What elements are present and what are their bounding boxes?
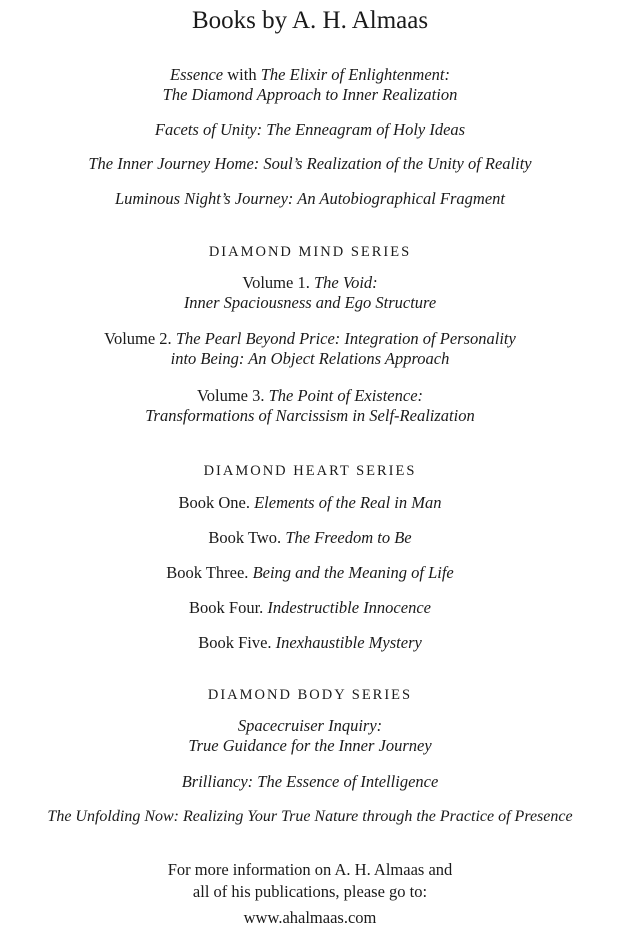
book-title-italic: The Unfolding Now: Realizing Your True Nature through the Practice of Presence xyxy=(47,808,573,825)
book-title-line xyxy=(0,120,620,140)
book-title-italic: Elements of the Real in Man xyxy=(254,493,442,512)
book-title-italic: Indestructible Innocence xyxy=(267,598,431,617)
book-title-line xyxy=(0,563,620,583)
book-title-roman: Book One. xyxy=(178,493,255,512)
book-entry-luminous-nights-journey xyxy=(0,189,620,209)
book-entry-book-four xyxy=(0,598,620,618)
book-entry-brilliancy xyxy=(0,772,620,792)
book-title-line xyxy=(0,772,620,792)
book-title-line xyxy=(0,807,620,827)
book-title-line xyxy=(0,189,620,209)
series-heading-diamond-heart: DIAMOND HEART SERIES xyxy=(203,463,417,479)
book-title-italic: Brilliancy: The Essence of Intelligence xyxy=(181,772,439,791)
book-title-line xyxy=(0,329,620,349)
book-title-roman: Book Four. xyxy=(189,598,268,617)
footer-line-2: all of his publications, please go to: xyxy=(192,882,428,901)
book-title-italic: Inner Spaciousness and Ego Structure xyxy=(183,293,437,312)
book-title-italic: Being and the Meaning of Life xyxy=(252,563,454,582)
book-title-line xyxy=(0,493,620,513)
book-entry-volume-3 xyxy=(0,386,620,426)
book-title-line xyxy=(0,716,620,736)
book-entry-facets-of-unity xyxy=(0,120,620,140)
book-title-roman: with xyxy=(223,65,261,84)
book-title-italic: True Guidance for the Inner Journey xyxy=(188,736,432,755)
book-title-line xyxy=(0,349,620,369)
book-title-italic: The Diamond Approach to Inner Realization xyxy=(162,85,458,104)
book-title-roman: Book Five. xyxy=(198,633,276,652)
book-title-italic: Inexhaustible Mystery xyxy=(275,633,422,652)
book-entry-inner-journey-home xyxy=(0,154,620,174)
book-title-italic: Transformations of Narcissism in Self-Realization xyxy=(145,406,475,425)
book-title-line xyxy=(0,598,620,618)
book-title-italic: Essence xyxy=(169,65,224,84)
book-title-line xyxy=(0,528,620,548)
website-link[interactable]: www.ahalmaas.com xyxy=(243,908,377,927)
book-entry-volume-2 xyxy=(0,329,620,369)
book-title-italic: The Inner Journey Home: Soul’s Realization of the Unity of Reality xyxy=(88,154,532,173)
book-title-italic: The Elixir of Enlightenment: xyxy=(260,65,450,84)
book-title-roman: Book Three. xyxy=(166,563,253,582)
book-title-italic: The Void: xyxy=(313,273,378,292)
book-title-italic: into Being: An Object Relations Approach xyxy=(170,349,450,368)
footer-line-1: For more information on A. H. Almaas and xyxy=(167,860,453,879)
book-title-line xyxy=(0,293,620,313)
book-title-line xyxy=(0,736,620,756)
book-title-italic: Facets of Unity: The Enneagram of Holy Ideas xyxy=(154,120,466,139)
book-title-line xyxy=(0,633,620,653)
series-heading-diamond-body: DIAMOND BODY SERIES xyxy=(207,687,413,703)
book-title-line xyxy=(0,406,620,426)
book-title-italic: The Freedom to Be xyxy=(285,528,412,547)
book-entry-volume-1 xyxy=(0,273,620,313)
book-entry-book-five xyxy=(0,633,620,653)
book-title-italic: The Point of Existence: xyxy=(268,386,424,405)
book-title-line xyxy=(0,65,620,85)
book-title-roman: Book Two. xyxy=(208,528,286,547)
book-entry-spacecruiser-inquiry xyxy=(0,716,620,756)
book-title-roman: Volume 1. xyxy=(242,273,314,292)
book-title-line xyxy=(0,85,620,105)
book-title-line xyxy=(0,386,620,406)
book-title-italic: The Pearl Beyond Price: Integration of Personality xyxy=(175,329,516,348)
book-title-italic: Spacecruiser Inquiry: xyxy=(237,716,383,735)
book-title-line xyxy=(0,273,620,293)
book-entry-essence xyxy=(0,65,620,105)
book-title-italic: Luminous Night’s Journey: An Autobiographical Fragment xyxy=(114,189,506,208)
series-heading-diamond-mind: DIAMOND MIND SERIES xyxy=(208,244,412,260)
page-title: Books by A. H. Almaas xyxy=(191,7,429,34)
book-title-line xyxy=(0,154,620,174)
book-entry-book-two xyxy=(0,528,620,548)
book-entry-book-one xyxy=(0,493,620,513)
book-entry-book-three xyxy=(0,563,620,583)
book-title-roman: Volume 2. xyxy=(104,329,176,348)
book-title-roman: Volume 3. xyxy=(196,386,269,405)
book-entry-unfolding-now xyxy=(0,807,620,827)
footer-info xyxy=(0,859,620,929)
